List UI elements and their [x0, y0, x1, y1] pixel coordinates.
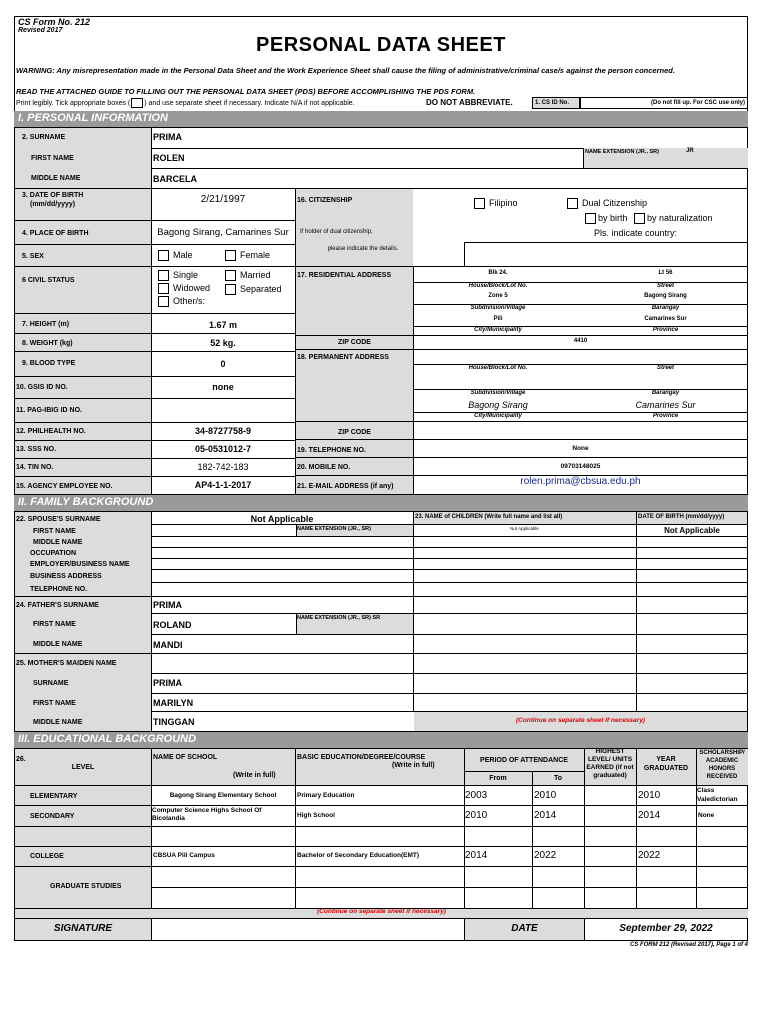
sex-male-text: Male — [173, 250, 193, 260]
edu-secondary-level: SECONDARY — [30, 813, 75, 820]
cit-filipino[interactable] — [474, 198, 518, 209]
perm-street-label: Street — [656, 365, 674, 371]
form-number: CS Form No. 212 — [18, 17, 91, 27]
gsis-label: 10. GSIS ID NO. — [16, 384, 68, 391]
civil-separated[interactable] — [225, 284, 282, 295]
father-middle-name-value[interactable]: MANDI — [153, 640, 183, 650]
res-street-label: Street — [656, 283, 674, 289]
residential-address-label: 17. RESIDENTIAL ADDRESS — [297, 272, 392, 279]
children-dob-label: DATE OF BIRTH (mm/dd/yyyy) — [638, 514, 725, 520]
edu-secondary-from[interactable]: 2010 — [465, 810, 488, 821]
date-value[interactable]: September 29, 2022 — [619, 923, 713, 934]
section-personal-info: I. PERSONAL INFORMATION — [14, 111, 748, 127]
res-city-label: City/Municipality — [474, 327, 522, 333]
edu-elementary-school[interactable]: Bagong Sirang Elementary School — [169, 792, 277, 799]
cit-filipino-text: Filipino — [489, 198, 518, 208]
education-course-header: BASIC EDUCATION/DEGREE/COURSE — [297, 754, 426, 761]
philhealth-value[interactable]: 34-8727758-9 — [194, 426, 252, 436]
res-brgy-value[interactable]: Bagong Sirang — [644, 293, 687, 299]
father-first-name-label: FIRST NAME — [33, 621, 76, 628]
civil-separated-text: Separated — [240, 284, 282, 294]
height-value[interactable]: 1.67 m — [208, 320, 238, 330]
education-year-header: YEAR GRADUATED — [643, 756, 689, 772]
section-educational-background: III. EDUCATIONAL BACKGROUND — [14, 732, 748, 748]
weight-value[interactable]: 52 kg. — [210, 338, 236, 348]
tin-label: 14. TIN NO. — [16, 464, 54, 471]
res-subd-value[interactable]: Zone 5 — [488, 293, 508, 299]
perm-zip-label: ZIP CODE — [338, 429, 371, 436]
perm-subd-label: Subdivision/Village — [470, 390, 526, 396]
spouse-first-name-label: FIRST NAME — [33, 528, 76, 535]
dob-format: (mm/dd/yyyy) — [30, 201, 76, 208]
tin-value[interactable]: 182-742-183 — [197, 462, 249, 472]
mobile-value[interactable]: 09703148025 — [560, 463, 601, 470]
spouse-ext-label: NAME EXTENSION (JR., SR) — [297, 526, 371, 532]
first-name-label: FIRST NAME — [31, 155, 74, 162]
education-school-sub: (Write in full) — [233, 772, 276, 779]
date-label: DATE — [511, 923, 538, 934]
pob-value[interactable]: Bagong Sirang, Camarines Sur — [157, 227, 289, 238]
employer-label: EMPLOYER/BUSINESS NAME — [30, 561, 130, 568]
children-dob-value[interactable]: Not Applicable — [664, 526, 720, 535]
res-street-value[interactable]: Lt 56 — [658, 270, 673, 276]
mother-first-name-value[interactable]: MARILYN — [153, 698, 194, 708]
edu-elementary-course[interactable]: Primary Education — [297, 792, 355, 799]
pob-label: 4. PLACE OF BIRTH — [22, 230, 89, 237]
children-label: 23. NAME of CHILDREN (Write full name and list all) — [415, 514, 563, 520]
business-address-label: BUSINESS ADDRESS — [30, 573, 102, 580]
blood-type-label: 9. BLOOD TYPE — [22, 360, 76, 367]
dob-value[interactable]: 2/21/1997 — [200, 194, 246, 205]
occupation-label: OCCUPATION — [30, 550, 77, 557]
mother-surname-value[interactable]: PRIMA — [153, 678, 182, 688]
tick-sample-checkbox — [131, 98, 143, 108]
cit-natural-text: by naturalization — [647, 213, 713, 223]
father-first-name-value[interactable]: ROLAND — [153, 620, 192, 630]
name-ext-value[interactable]: JR — [686, 148, 694, 154]
edu-secondary-school[interactable]: Computer Science Highs School Of Bicolandia — [152, 807, 262, 822]
perm-prov-label: Province — [652, 413, 679, 419]
revised-label: Revised 2017 — [18, 27, 63, 34]
civil-married-text: Married — [240, 270, 271, 280]
edu-elementary-level: ELEMENTARY — [30, 793, 78, 800]
cit-by-birth[interactable] — [585, 213, 628, 224]
edu-college-to[interactable]: 2022 — [534, 850, 557, 861]
civil-single-text: Single — [173, 270, 199, 280]
civil-married[interactable] — [225, 270, 271, 281]
father-ext-label-text: NAME EXTENSION (JR., SR) — [297, 615, 371, 621]
warning-text: WARNING: Any misrepresentation made in the Personal Data Sheet and the Work Experience Sheet shall cause the filing of administrative/criminal case/s against the person concerned. — [16, 66, 675, 75]
education-school-header: NAME OF SCHOOL — [153, 754, 218, 761]
edu-college-from[interactable]: 2014 — [465, 850, 488, 861]
mother-maiden-name-label: 25. MOTHER'S MAIDEN NAME — [16, 660, 117, 667]
pagibig-label: 11. PAG-IBIG ID NO. — [16, 407, 82, 414]
edu-graduate-level: GRADUATE STUDIES — [50, 883, 122, 890]
civil-widowed[interactable] — [158, 283, 210, 294]
family-continue-note: (Continue on separate sheet if necessary) — [516, 717, 645, 724]
res-zip-value[interactable]: 4410 — [573, 338, 588, 344]
signature-label: SIGNATURE — [53, 923, 113, 934]
perm-brgy-value[interactable]: Bagong Sirang — [468, 400, 528, 410]
surname-label: 2. SURNAME — [22, 134, 66, 141]
spouse-surname-label: 22. SPOUSE'S SURNAME — [16, 516, 101, 523]
edu-college-year[interactable]: 2022 — [638, 850, 661, 861]
telephone-no-label: TELEPHONE NO. — [30, 586, 88, 593]
education-highest-header: HIGHEST LEVEL/ UNITS EARNED (if not graduated) — [586, 748, 634, 779]
first-name-value[interactable]: ROLEN — [153, 153, 185, 163]
cit-by-naturalization[interactable] — [634, 213, 713, 224]
edu-secondary-honors[interactable]: None — [698, 812, 715, 819]
cit-dual[interactable] — [567, 198, 647, 209]
res-zip-label: ZIP CODE — [338, 339, 371, 346]
do-not-abbreviate: DO NOT ABBREVIATE. — [426, 98, 513, 107]
res-house-value[interactable]: Blk 24. — [488, 270, 508, 276]
education-num: 26. — [16, 756, 26, 763]
spouse-middle-name-label: MIDDLE NAME — [33, 539, 83, 546]
surname-value[interactable]: PRIMA — [153, 132, 182, 142]
perm-brgy-label: Barangay — [651, 390, 680, 396]
print-note-a: Print legibly. Tick appropriate boxes ( — [16, 99, 131, 107]
email-label: 21. E-MAIL ADDRESS (if any) — [297, 483, 394, 490]
res-city-value[interactable]: Pili — [493, 316, 503, 322]
edu-secondary-course[interactable]: High School — [297, 812, 335, 819]
email-value[interactable]: rolen.prima@cbsua.edu.ph — [520, 476, 641, 487]
perm-prov-value[interactable]: Camarines Sur — [635, 400, 696, 410]
perm-city-label: City/Municipality — [474, 413, 522, 419]
guide-text: READ THE ATTACHED GUIDE TO FILLING OUT THE PERSONAL DATA SHEET (PDS) BEFORE ACCOMPLISHING THE PDS FORM. — [16, 87, 476, 96]
dob-label: 3. DATE OF BIRTH — [22, 192, 84, 199]
cs-id-field[interactable]: (Do not fill up. For CSC use only) — [580, 97, 748, 109]
page-title: PERSONAL DATA SHEET — [256, 34, 506, 56]
mother-middle-name-label: MIDDLE NAME — [33, 719, 83, 726]
edu-college-school[interactable]: CBSUA Pili Campus — [153, 852, 215, 859]
education-level-header: LEVEL — [71, 764, 95, 771]
cit-birth-text: by birth — [598, 213, 628, 223]
cit-country-label: Pls. indicate country: — [594, 228, 678, 238]
civil-others-text: Other/s: — [173, 296, 206, 306]
sex-female-text: Female — [240, 250, 271, 260]
edu-elementary-honors[interactable]: Class Valedictorian — [697, 787, 738, 803]
blood-type-value[interactable]: 0 — [220, 359, 226, 369]
edu-secondary-to[interactable]: 2014 — [534, 810, 557, 821]
mother-surname-label: SURNAME — [33, 680, 69, 687]
telephone-value[interactable]: None — [572, 445, 589, 452]
civil-others[interactable] — [158, 296, 205, 307]
civil-status-label: 6 CIVIL STATUS — [22, 277, 75, 284]
gsis-value[interactable]: none — [212, 382, 234, 392]
father-surname-label: 24. FATHER'S SURNAME — [16, 602, 99, 609]
father-surname-value[interactable]: PRIMA — [153, 600, 182, 610]
edu-secondary-year[interactable]: 2014 — [638, 810, 661, 821]
sss-value[interactable]: 05-0531012-7 — [194, 444, 252, 454]
mobile-label: 20. MOBILE NO. — [297, 464, 351, 471]
education-continue-note: (Continue on separate sheet if necessary) — [317, 908, 446, 915]
sex-male[interactable] — [158, 250, 193, 261]
edu-college-course[interactable]: Bachelor of Secondary Education(EMT) — [297, 852, 420, 859]
middle-name-value[interactable]: BARCELA — [153, 174, 197, 184]
height-label: 7. HEIGHT (m) — [22, 321, 70, 328]
res-house-label: House/Block/Lot No. — [468, 283, 528, 289]
section-family-background: II. FAMILY BACKGROUND — [14, 495, 748, 511]
page-footer-note: CS FORM 212 (Revised 2017), Page 1 of 4 — [629, 942, 748, 948]
print-note — [16, 98, 355, 109]
agency-label: 15. AGENCY EMPLOYEE NO. — [16, 483, 113, 490]
sss-label: 13. SSS NO. — [16, 446, 57, 453]
edu-elementary-to[interactable]: 2010 — [534, 790, 557, 801]
res-prov-label: Province — [652, 327, 679, 333]
res-brgy-label: Barangay — [651, 305, 680, 311]
mother-first-name-label: FIRST NAME — [33, 700, 76, 707]
sex-label: 5. SEX — [22, 253, 44, 260]
sex-female[interactable] — [225, 250, 270, 261]
education-period-header: PERIOD OF ATTENDANCE — [480, 757, 568, 764]
civil-widowed-text: Widowed — [173, 283, 211, 293]
cit-dual-text: Dual Citizenship — [582, 198, 648, 208]
middle-name-label: MIDDLE NAME — [31, 175, 81, 182]
name-ext-label: NAME EXTENSION (JR., SR) — [585, 149, 659, 155]
civil-single[interactable] — [158, 270, 198, 281]
permanent-address-label: 18. PERMANENT ADDRESS — [297, 354, 389, 361]
telephone-label: 19. TELEPHONE NO. — [297, 447, 366, 454]
res-subd-label: Subdivision/Village — [470, 305, 526, 311]
father-ext-label — [297, 615, 380, 621]
dual-note-1: If holder of dual citizenship, — [300, 229, 373, 235]
education-honors-header: SCHOLARSHIP/ ACADEMIC HONORS RECEIVED — [699, 750, 745, 780]
father-ext-value[interactable]: SR — [372, 615, 381, 621]
education-course-sub: (Write in full) — [392, 762, 435, 769]
edu-elementary-from[interactable]: 2003 — [465, 790, 488, 801]
philhealth-label: 12. PHILHEALTH NO. — [16, 428, 86, 435]
citizenship-label: 16. CITIZENSHIP — [297, 197, 353, 204]
weight-label: 8. WEIGHT (kg) — [22, 340, 73, 347]
edu-elementary-year[interactable]: 2010 — [638, 790, 661, 801]
father-middle-name-label: MIDDLE NAME — [33, 641, 83, 648]
dual-note-2: please indicate the details. — [327, 246, 399, 252]
cs-id-label: 1. CS ID No. — [532, 97, 580, 109]
spouse-surname-value[interactable]: Not Applicable — [250, 514, 314, 524]
education-from-header: From — [489, 775, 507, 782]
children-name-value[interactable]: Not Applicable — [510, 526, 539, 531]
res-prov-value[interactable]: Camarines Sur — [644, 316, 687, 322]
edu-college-level: COLLEGE — [30, 853, 64, 860]
perm-house-label: House/Block/Lot No. — [468, 365, 528, 371]
signature-field[interactable] — [152, 919, 464, 940]
education-to-header: To — [553, 775, 563, 782]
agency-value[interactable]: AP4-1-1-2017 — [194, 480, 252, 490]
mother-middle-name-value[interactable]: TINGGAN — [153, 717, 195, 727]
print-note-b: ) and use separate sheet if necessary. Indicate N/A if not applicable. — [144, 99, 355, 107]
